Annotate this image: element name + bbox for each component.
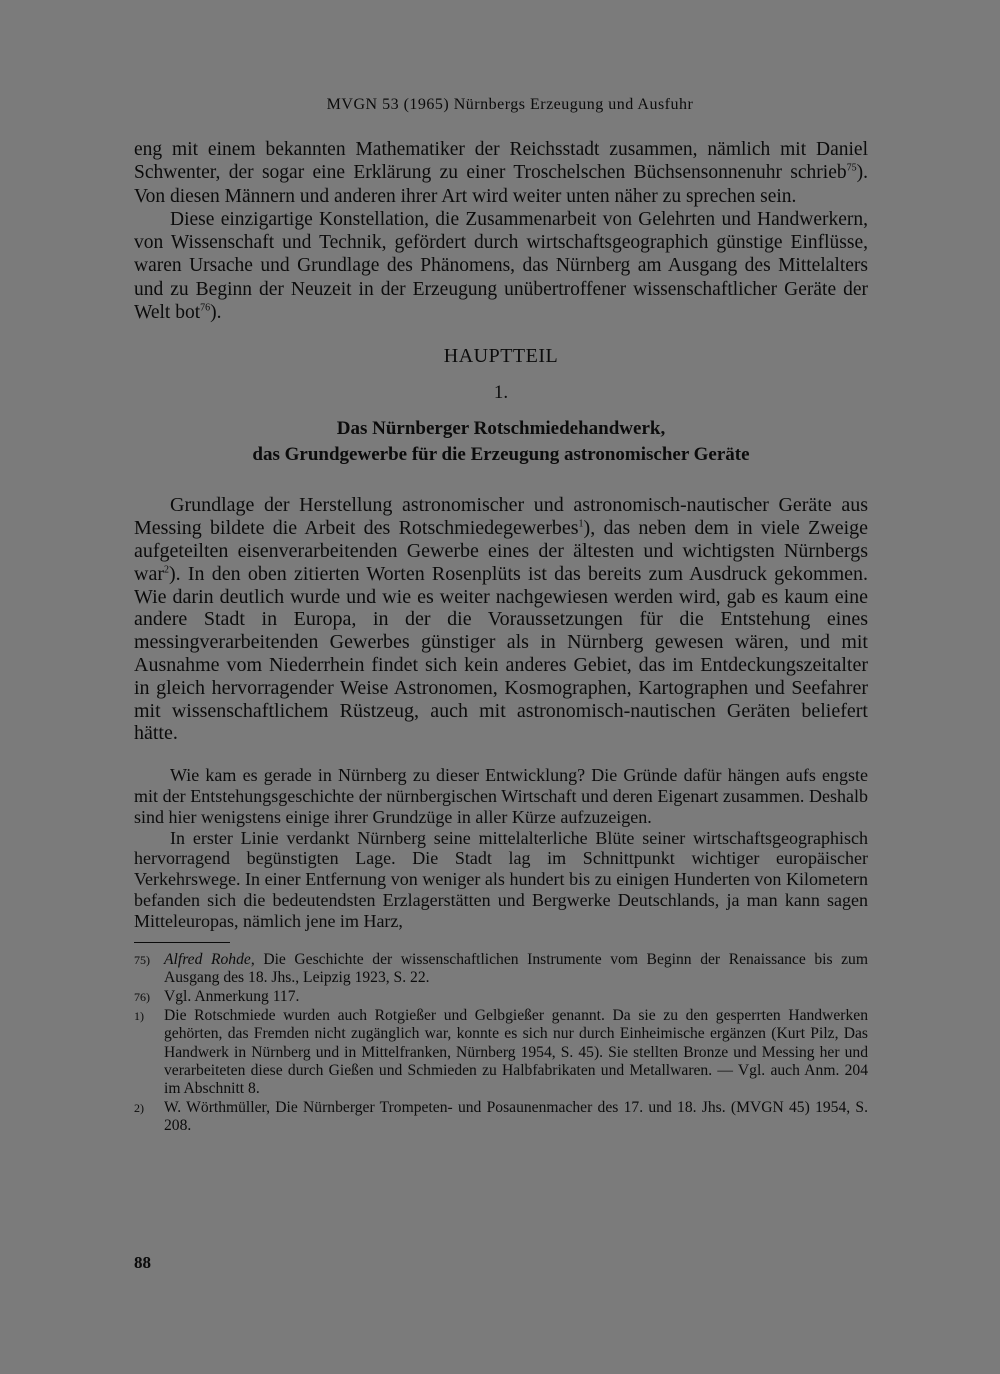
paragraph-4: Wie kam es gerade in Nürnberg zu dieser Entwicklung? Die Gründe dafür hängen aufs engste mit der Entstehungsgeschichte der nürnbergischen Wirtschaft und deren Eigenart zusammen. Deshalb sind hier wenigstens einige ihrer Grundzüge in aller Kürze aufzuzeigen. xyxy=(134,765,868,827)
paragraph-1 xyxy=(134,138,868,208)
footnote xyxy=(134,1099,868,1135)
page-number: 88 xyxy=(134,1253,151,1272)
paragraph-3-text-end: ). In den oben zitierten Worten Rosenplüts ist das bereits zum Ausdruck gekommen. Wie darin deutlich wurde und wie es weiter nachgewiesen werden wird, gab es kaum eine andere Stadt in Europa, in der die Voraussetzungen für die Entstehung eines messingverarbeitenden Gewerbes günstiger als in Nürnberg gewesen wären, und mit Ausnahme vom Niederrhein findet sich kein anderes Gebiet, das im Entdeckungszeitalter in gleich hervorragender Weise Astronomen, Kosmographen, Kartographen und Seefahrer mit wissenschaftlichem Rüstzeug, auch mit astronomisch-nautischen Geräten beliefert hätte. xyxy=(134,562,868,745)
paragraph-3-text-mid: ), das neben dem in viele Zweige aufgeteilten eisenverarbeitenden Gewerbe eines der ältesten und wichtigsten Nürnbergs war xyxy=(134,517,869,585)
footnote-author: Alfred Rohde xyxy=(164,950,251,968)
footnote xyxy=(134,951,868,987)
footnote-text: W. Wörthmüller, Die Nürnberger Trompeten- und Posaunenmacher des 17. und 18. Jhs. (MVGN 45) 1954, S. 208. xyxy=(164,1099,868,1135)
paragraph-2-text-end: ). xyxy=(210,302,222,324)
footnote-mark: 76) xyxy=(134,989,150,1004)
chapter-body xyxy=(134,765,868,931)
paragraph-1-text: eng mit einem bekannten Mathematiker der Reichsstadt zusammen, nämlich mit Daniel Schwenter, der sogar eine Erklärung zu einer Troschelschen Büchsensonnenuhr schrieb xyxy=(134,139,868,184)
chapter-intro xyxy=(134,494,868,745)
footnote-ref-2: 2 xyxy=(163,564,169,576)
book-page xyxy=(134,92,868,1137)
chapter-title xyxy=(134,416,868,468)
footnote-mark: 75) xyxy=(134,952,150,967)
chapter-number: 1. xyxy=(493,382,509,404)
footnotes xyxy=(134,951,868,1136)
paragraph-3 xyxy=(134,494,868,745)
footnote-text: , Die Geschichte der wissenschaftlichen Instrumente vom Beginn der Renaissance bis zum Ausgang des 18. Jhs., Leipzig 1923, S. 22. xyxy=(164,950,868,986)
footnote xyxy=(134,1007,868,1098)
footnote-text: Die Rotschmiede wurden auch Rotgießer und Gelbgießer genannt. Da sie zu den gesperrten Handwerken gehörten, das Fremden nicht zugänglich war, konnte es sich nur durch Einheimische ergänzen (Kurt Pilz, Das Handwerk in Nürnberg und in Mittelfranken, Nürnberg 1954, S. 45). Sie stellten Bronze und Messing her und verarbeiteten diese durch Gießen und Schmieden zu Halbfabrikaten und Metallwaren. — Vgl. auch Anm. 204 im Abschnitt 8. xyxy=(164,1007,868,1097)
footnote-text: Vgl. Anmerkung 117. xyxy=(164,987,300,1005)
paragraph-2 xyxy=(134,208,868,324)
paragraph-1-text-end: ). Von diesen Männern und anderen ihrer Art wird weiter unten näher zu sprechen sein. xyxy=(134,162,868,207)
part-title: HAUPTTEIL xyxy=(443,345,559,368)
footnote-mark: 2) xyxy=(134,1101,144,1116)
footnote-mark: 1) xyxy=(134,1009,144,1024)
footnote-ref-1: 1 xyxy=(578,518,584,530)
chapter-title-line-2: das Grundgewerbe für die Erzeugung astronomischer Geräte xyxy=(252,444,750,466)
paragraph-5: In erster Linie verdankt Nürnberg seine mittelalterliche Blüte seiner wirtschaftsgeographisch hervorragend begünstigten Lage. Die Stadt lag im Schnittpunkt wichtiger europäischer Verkehrswege. In einer Entfernung von weniger als hundert bis zu einigen Hunderten von Kilometern befanden sich die bedeutendsten Erzlagerstätten und Bergwerke Deutschlands, ja man kann sagen Mitteleuropas, nämlich jene im Harz, xyxy=(134,827,868,931)
chapter-title-line-1: Das Nürnberger Rotschmiedehandwerk, xyxy=(336,418,666,440)
footnote-ref-76: 76 xyxy=(200,302,211,314)
running-head: MVGN 53 (1965) Nürnbergs Erzeugung und Ausfuhr xyxy=(326,96,694,113)
footnote xyxy=(134,988,868,1006)
intro-text xyxy=(134,138,868,324)
footnote-ref-75: 75 xyxy=(846,162,857,174)
paragraph-2-text: Diese einzigartige Konstellation, die Zusammenarbeit von Gelehrten und Handwerkern, von Wissenschaft und Technik, gefördert durch wirtschaftsgeographich günstige Einflüsse, waren Ursache und Grundlage des Phänomens, das Nürnberg am Ausgang des Mittelalters und zu Beginn der Neuzeit in der Erzeugung unübertroffener wissenschaftlicher Geräte der Welt bot xyxy=(134,208,868,324)
paragraph-3-text: Grundlage der Herstellung astronomischer und astronomisch-nautischer Geräte aus Messing bildete die Arbeit des Rotschmiedegewerbes xyxy=(134,494,868,540)
footnote-divider xyxy=(134,942,230,943)
